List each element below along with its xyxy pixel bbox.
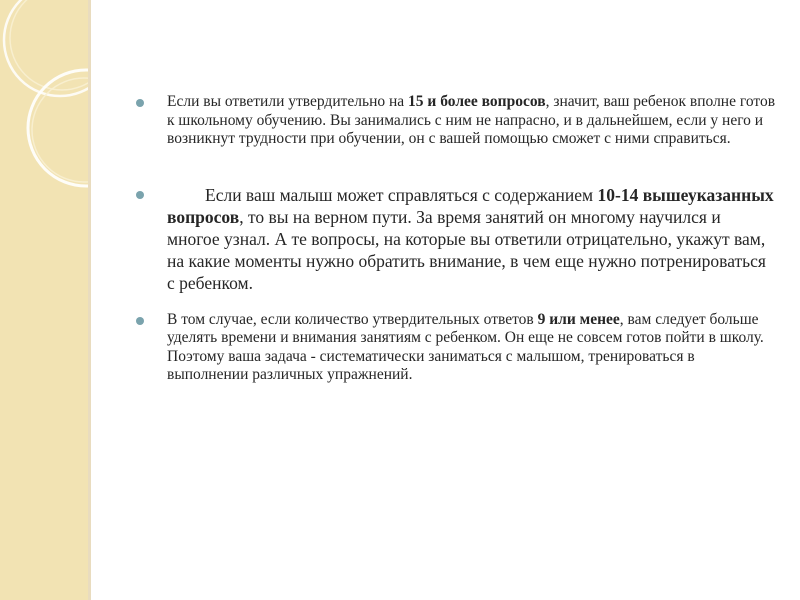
slide-content xyxy=(136,93,776,385)
bullet-dot-icon xyxy=(136,99,144,107)
bullet-dot-icon xyxy=(136,317,144,325)
bullet-item xyxy=(136,184,776,294)
bullet-text-before: В том случае, если количество утвердительных ответов xyxy=(167,310,538,328)
bullet-text-after: , вам следует больше уделять времени и внимания занятиям с ребенком. Он еще не совсем готов пойти в школу. Поэтому ваша задача - систематически заниматься с малышом, тренироваться в выполнении различных упражнений. xyxy=(167,310,764,383)
bullet-item xyxy=(136,93,776,149)
bullet-text-bold: 15 и более вопросов xyxy=(408,93,546,110)
bullet-text-after: , то вы на верном пути. За время занятий он многому научился и многое узнал. А те вопросы, на которые вы ответили отрицательно, укажут вам, на какие моменты нужно обратить внимание, в чем еще нужно потренироваться с ребенком. xyxy=(167,206,766,293)
bullet-dot-icon xyxy=(136,191,144,199)
bullet-text-before: Если ваш малыш может справляться с содержанием xyxy=(205,184,598,205)
bullet-item xyxy=(136,311,776,385)
bullet-text-after: , значит, ваш ребенок вполне готов к школьному обучению. Вы занимались с ним не напрасно, и в дальнейшем, если у него и возникнут трудности при обучении, он с вашей помощью сможет с ними справиться. xyxy=(167,93,776,147)
bullet-text-bold: 10-14 вышеуказанных вопросов xyxy=(167,184,774,227)
side-divider xyxy=(88,0,91,600)
bullet-text-before: Если вы ответили утвердительно на xyxy=(167,93,409,110)
decorative-side-band xyxy=(0,0,88,600)
decorative-rings xyxy=(0,0,88,600)
bullet-text-bold: 9 или менее xyxy=(537,310,620,328)
